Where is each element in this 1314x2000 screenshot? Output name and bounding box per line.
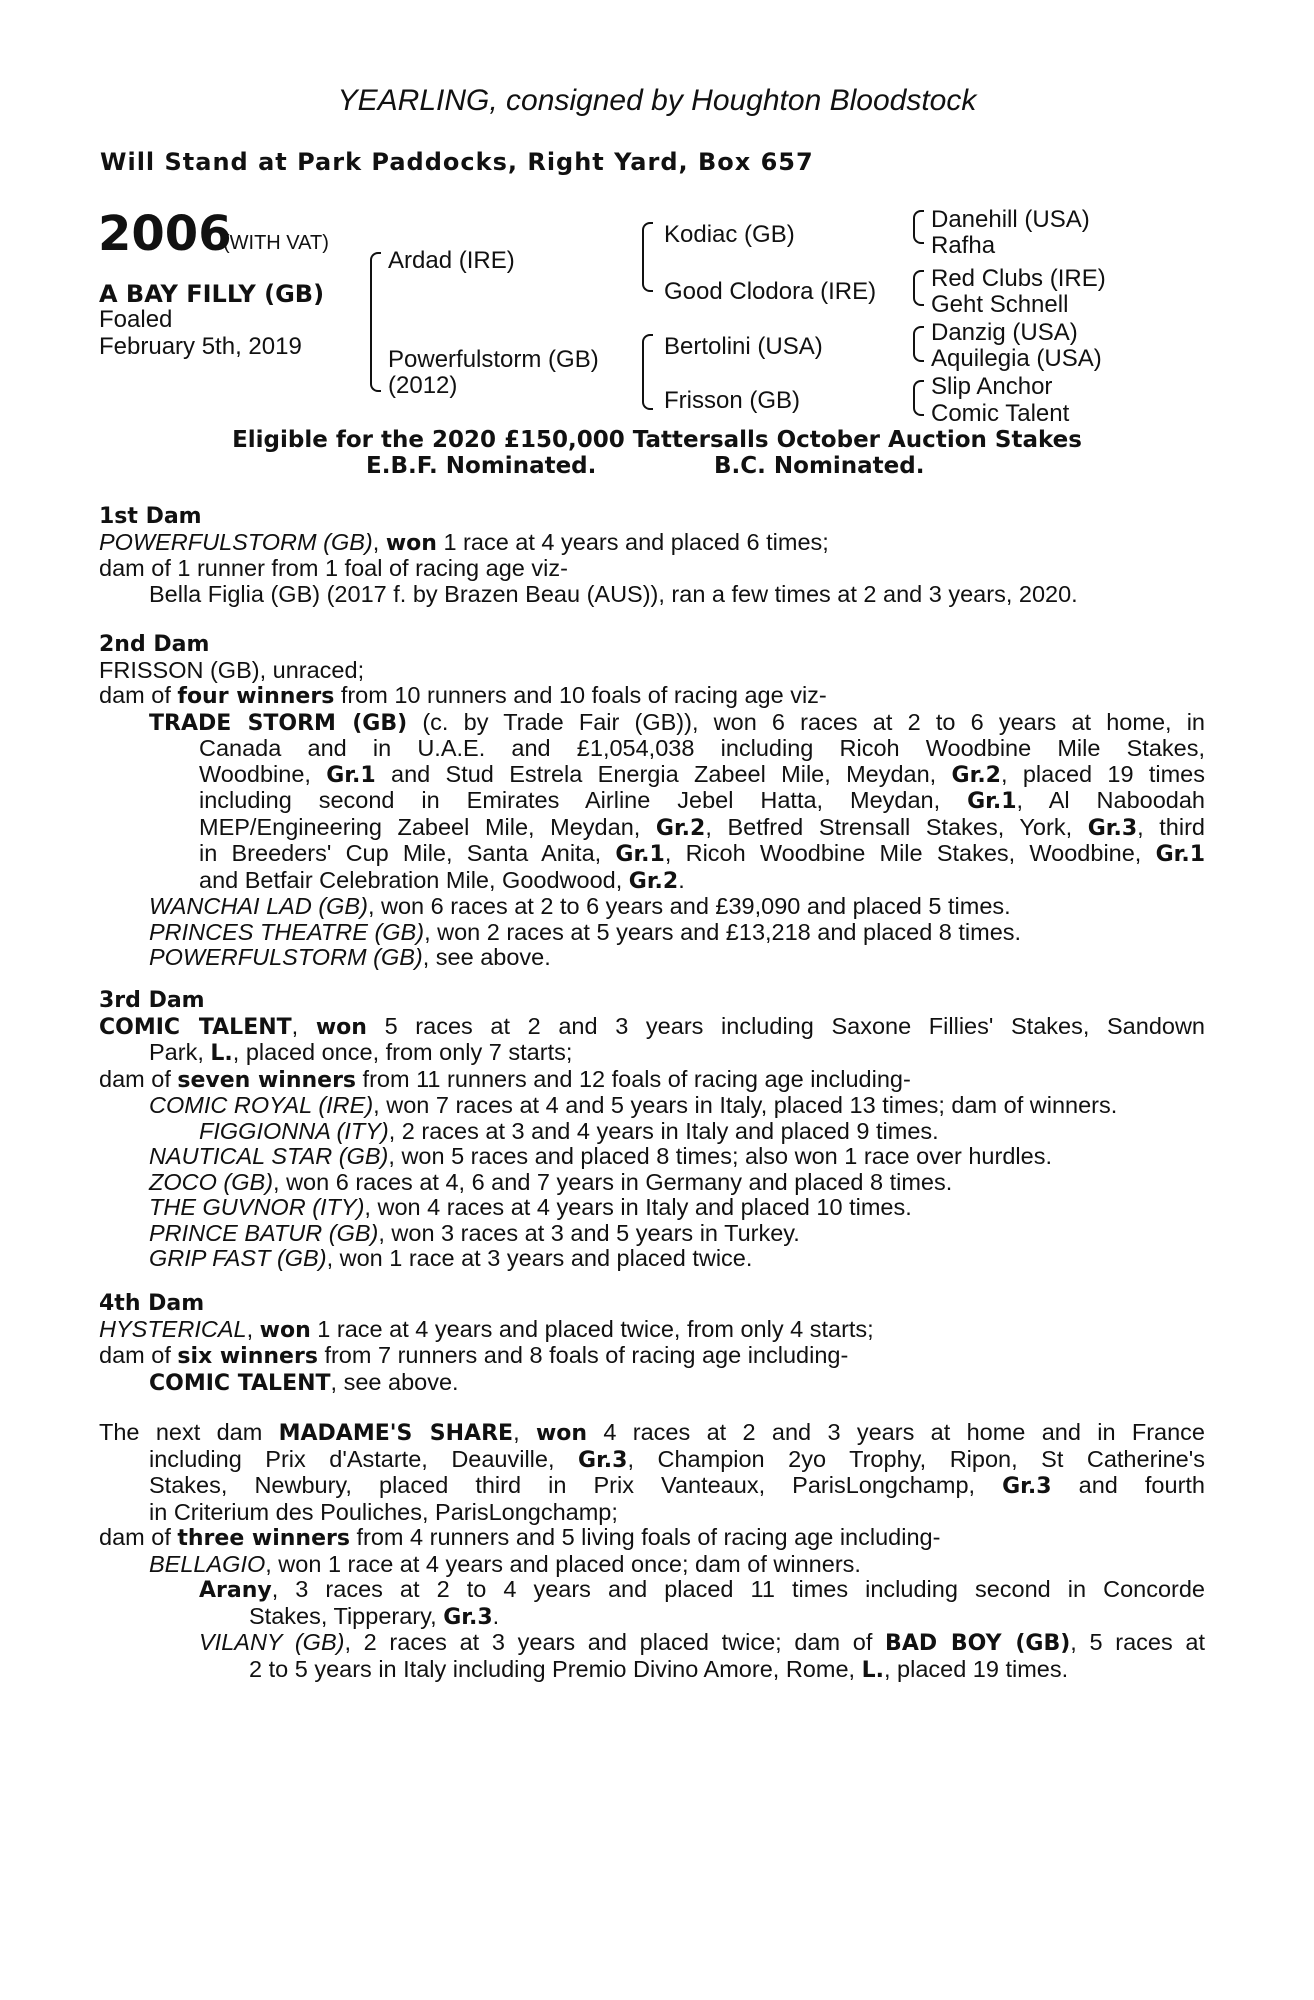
text: including second in Emirates Airline Jebel Hatta, Meydan, [199, 787, 968, 813]
text: , 2 races at 3 years and placed twice; dam of [344, 1629, 886, 1655]
produce-entry: Bella Figlia (GB) (2017 f. by Brazen Beau (AUS)), ran a few times at 2 and 3 years, 2020. [149, 580, 1078, 607]
text: , see above. [330, 1368, 459, 1395]
section-2nd-dam [99, 632, 1205, 971]
produce-entry [99, 1221, 1205, 1247]
produce-entry-sub [99, 1630, 1205, 1657]
bc-nominated: B.C. Nominated. [714, 453, 925, 479]
horse-name: NAUTICAL STAR (GB) [149, 1143, 389, 1169]
produce-entry-cont: Canada and in U.A.E. and £1,054,038 including Ricoh Woodbine Mile Stakes, [199, 735, 1205, 761]
text: , won 1 race at 4 years and placed once; dam of winners. [265, 1550, 861, 1577]
text: and fourth [1051, 1472, 1205, 1498]
section-1st-dam [99, 504, 1205, 607]
text: , placed 19 times [1000, 760, 1206, 787]
pedigree-sdd: Geht Schnell [931, 291, 1069, 318]
grade-label: Gr.1 [326, 762, 376, 788]
text: , won 3 races at 3 and 5 years in Turkey. [378, 1219, 800, 1246]
winners-count: six winners [177, 1344, 318, 1369]
pedigree-dam-year: (2012) [388, 372, 458, 399]
horse-name: COMIC ROYAL (IRE) [149, 1092, 374, 1118]
lot-number: 2006 [98, 206, 232, 262]
text: (c. by Trade Fair (GB)), won 6 races at 2 to 6 years at home, in [407, 708, 1205, 735]
horse-name: GRIP FAST (GB) [149, 1245, 327, 1271]
text: and Betfair Celebration Mile, Goodwood, [199, 866, 629, 893]
section-4th-dam [99, 1291, 1205, 1396]
produce-entry [99, 1195, 1205, 1221]
text: , 2 races at 3 and 4 years in Italy and placed 9 times. [388, 1117, 939, 1144]
dam-line [99, 1317, 1205, 1344]
horse-name: WANCHAI LAD (GB) [149, 893, 368, 919]
text: , 5 races at [1070, 1629, 1206, 1655]
horse-name: POWERFULSTORM (GB) [99, 528, 373, 555]
pedigree-dam-sire: Bertolini (USA) [664, 333, 823, 360]
dam-line-cont [99, 1447, 1205, 1474]
horse-name: Arany [199, 1578, 272, 1603]
produce-line [99, 1067, 1205, 1094]
text: Woodbine, [199, 760, 327, 787]
text: , third [1137, 813, 1205, 840]
horse-name: COMIC TALENT [99, 1014, 292, 1040]
grade-label: Gr.3 [578, 1447, 628, 1473]
produce-entry [99, 1246, 1205, 1272]
horse-name: PRINCES THEATRE (GB) [149, 918, 425, 945]
foaled-label: Foaled [99, 306, 173, 333]
pedigree-sire: Ardad (IRE) [388, 247, 515, 274]
text: , [513, 1419, 536, 1445]
won-label: won [535, 1421, 588, 1446]
produce-line [99, 683, 1205, 710]
won-label: won [259, 1317, 311, 1343]
produce-entry-cont [99, 788, 1205, 815]
dam-line-cont [99, 1040, 1205, 1067]
text: , [246, 1315, 260, 1342]
produce-entry-cont [99, 841, 1205, 868]
pedigree-sire-dam: Good Clodora (IRE) [664, 278, 877, 305]
section-heading: 1st Dam [99, 504, 202, 529]
pedigree-brace-sire [642, 222, 653, 292]
grade-label: Gr.2 [628, 868, 679, 894]
text: , won 6 races at 4, 6 and 7 years in Germany and placed 8 times. [273, 1168, 953, 1195]
text: , Ricoh Woodbine Mile Stakes, Woodbine, [664, 840, 1156, 866]
section-heading: 2nd Dam [99, 632, 210, 657]
produce-line: dam of 1 runner from 1 foal of racing age viz- [99, 555, 568, 581]
produce-line [99, 1525, 1205, 1552]
produce-entry [99, 920, 1205, 946]
pedigree-brace-dam [642, 334, 653, 410]
pedigree-sds: Red Clubs (IRE) [931, 265, 1106, 292]
produce-entry-cont [99, 762, 1205, 789]
produce-entry [99, 1170, 1205, 1196]
produce-entry-cont [99, 815, 1205, 842]
vat-note: (WITH VAT) [223, 232, 329, 254]
text: , Al Naboodah [1016, 787, 1205, 813]
horse-name: FIGGIONNA (ITY) [199, 1117, 389, 1144]
text: from 4 runners and 5 living foals of racing age including- [349, 1524, 941, 1550]
dam-line-cont: in Criterium des Pouliches, ParisLongchamp; [149, 1498, 618, 1525]
produce-entry [99, 710, 1205, 737]
text: dam of [99, 1342, 178, 1368]
text: The next dam [99, 1419, 279, 1445]
dam-line [99, 1014, 1205, 1041]
text: , placed 19 times. [883, 1655, 1069, 1682]
text: and Stud Estrela Energia Zabeel Mile, Meydan, [375, 760, 952, 787]
text: from 7 runners and 8 foals of racing age including- [317, 1342, 849, 1368]
produce-entry [99, 1370, 1205, 1397]
pedigree-brace-sd [913, 270, 924, 306]
text: Park, [149, 1039, 211, 1065]
grade-label: Gr.2 [655, 815, 706, 841]
text: including Prix d'Astarte, Deauville, [149, 1445, 579, 1472]
horse-name: THE GUVNOR (ITY) [149, 1194, 365, 1220]
horse-name: HYSTERICAL [99, 1315, 247, 1342]
text: dam of [99, 1065, 178, 1092]
text: , 3 races at 2 to 4 years and placed 11 times including second in Concorde [271, 1576, 1205, 1602]
dam-line-cont [99, 1473, 1205, 1500]
text: , see above. [422, 944, 551, 970]
section-heading: 4th Dam [99, 1291, 205, 1316]
text: , won 6 races at 2 to 6 years and £39,090 and placed 5 times. [367, 893, 1011, 919]
section-heading: 3rd Dam [99, 988, 205, 1013]
winners-count: seven winners [177, 1067, 357, 1093]
text: , won 5 races and placed 8 times; also won 1 race over hurdles. [388, 1143, 1052, 1169]
text: dam of [99, 1524, 178, 1550]
text: MEP/Engineering Zabeel Mile, Meydan, [199, 813, 656, 840]
listed-label: L. [210, 1041, 233, 1066]
text: , won 2 races at 5 years and £13,218 and placed 8 times. [424, 918, 1022, 945]
horse-name: COMIC TALENT [149, 1370, 331, 1396]
produce-entry [99, 1552, 1205, 1578]
section-3rd-dam [99, 988, 1205, 1272]
text: Stakes, Newbury, placed third in Prix Vanteaux, ParisLongchamp, [149, 1472, 1003, 1498]
pedigree-sss: Danehill (USA) [931, 206, 1090, 233]
text: , won 4 races at 4 years in Italy and placed 10 times. [364, 1194, 912, 1220]
grade-label: Gr.2 [951, 762, 1001, 788]
text: 4 races at 2 and 3 years at home and in France [587, 1419, 1206, 1445]
text: in Breeders' Cup Mile, Santa Anita, [199, 840, 616, 866]
listed-label: L. [861, 1657, 884, 1683]
produce-entry-cont [99, 1604, 1205, 1631]
pedigree-dam: Powerfulstorm (GB) [388, 346, 599, 373]
text: from 10 runners and 10 foals of racing age viz- [334, 682, 827, 708]
won-label: won [315, 1014, 367, 1040]
stand-location: Will Stand at Park Paddocks, Right Yard, Box 657 [100, 148, 814, 176]
horse-name: BAD BOY (GB) [885, 1631, 1071, 1656]
text: , [291, 1012, 316, 1039]
won-label: won [385, 530, 437, 556]
dam-line [99, 1420, 1205, 1447]
text: . [492, 1602, 500, 1629]
grade-label: Gr.1 [615, 842, 665, 867]
grade-label: Gr.3 [1002, 1474, 1052, 1499]
produce-entry [99, 1093, 1205, 1119]
grade-label: Gr.3 [1087, 815, 1138, 841]
produce-line [99, 1343, 1205, 1370]
text: 5 races at 2 and 3 years including Saxone Fillies' Stakes, Sandown [366, 1012, 1205, 1039]
horse-name: ZOCO (GB) [149, 1168, 274, 1195]
produce-entry-sub [99, 1577, 1205, 1604]
text: , [372, 528, 386, 555]
pedigree-dam-dam: Frisson (GB) [664, 387, 801, 414]
horse-name: PRINCE BATUR (GB) [149, 1219, 379, 1246]
pedigree-sire-sire: Kodiac (GB) [664, 221, 795, 248]
section-next-dam [99, 1420, 1205, 1683]
eligibility-stakes: Eligible for the 2020 £150,000 Tattersalls October Auction Stakes [232, 427, 1082, 453]
produce-entry-cont [99, 1657, 1205, 1684]
text: , Betfred Strensall Stakes, York, [705, 813, 1088, 840]
grade-label: Gr.3 [443, 1604, 493, 1630]
horse-name: TRADE STORM (GB) [149, 710, 408, 736]
pedigree-brace-dd [913, 380, 924, 416]
horse-name: A BAY FILLY (GB) [99, 280, 325, 308]
text: 1 race at 4 years and placed twice, from only 4 starts; [310, 1315, 874, 1342]
produce-entry [99, 1144, 1205, 1170]
text: 1 race at 4 years and placed 6 times; [436, 528, 829, 555]
text: dam of [99, 682, 178, 708]
pedigree-brace-main [370, 252, 381, 392]
text: . [678, 866, 685, 893]
pedigree-ddd: Comic Talent [931, 400, 1070, 427]
pedigree-dds: Slip Anchor [931, 373, 1053, 400]
produce-entry [99, 945, 1205, 971]
produce-entry [99, 894, 1205, 920]
pedigree-ssd: Rafha [931, 232, 996, 259]
pedigree-brace-ds [913, 326, 924, 362]
text: 2 to 5 years in Italy including Premio Divino Amore, Rome, [249, 1655, 862, 1682]
foaled-date: February 5th, 2019 [99, 333, 302, 360]
text: , Champion 2yo Trophy, Ripon, St Catherine's [627, 1445, 1205, 1472]
horse-name: VILANY (GB) [199, 1629, 345, 1655]
winners-count: three winners [177, 1526, 350, 1551]
text: Stakes, Tipperary, [249, 1602, 444, 1629]
produce-entry-sub [99, 1119, 1205, 1145]
text: , won 7 races at 4 and 5 years in Italy, placed 13 times; dam of winners. [373, 1092, 1118, 1118]
dam-line: FRISSON (GB), unraced; [99, 656, 365, 683]
text: from 11 runners and 12 foals of racing age including- [356, 1065, 911, 1092]
text: , placed once, from only 7 starts; [232, 1039, 573, 1065]
text: , won 1 race at 3 years and placed twice. [326, 1245, 753, 1271]
ebf-nominated: E.B.F. Nominated. [366, 453, 597, 479]
horse-name: BELLAGIO [149, 1550, 266, 1577]
horse-name: MADAME'S SHARE [278, 1421, 514, 1446]
dam-line [99, 530, 1205, 557]
grade-label: Gr.1 [1155, 842, 1205, 867]
grade-label: Gr.1 [967, 789, 1017, 814]
pedigree-dss: Danzig (USA) [931, 319, 1078, 346]
horse-name: POWERFULSTORM (GB) [149, 944, 423, 970]
page-title: YEARLING, consigned by Houghton Bloodstock [337, 84, 977, 117]
winners-count: four winners [177, 684, 335, 709]
pedigree-dsd: Aquilegia (USA) [931, 345, 1102, 372]
produce-entry-cont [99, 868, 1205, 895]
pedigree-brace-ss [913, 210, 924, 244]
